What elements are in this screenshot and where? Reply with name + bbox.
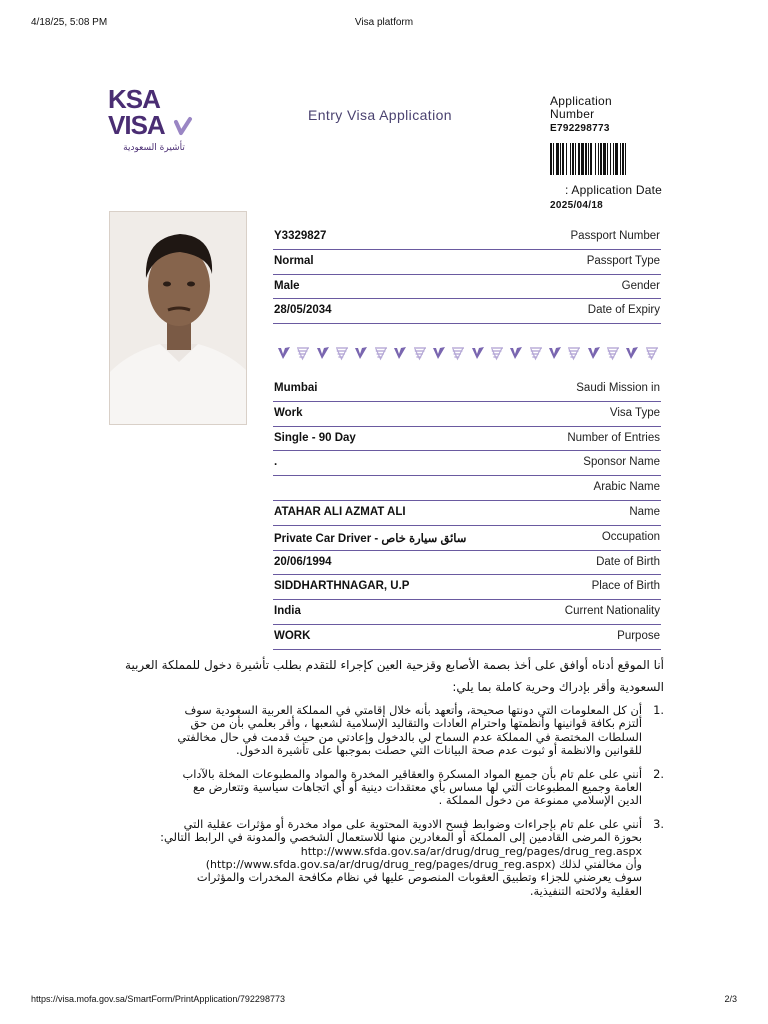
field-row <box>273 451 661 476</box>
check-mark-icon <box>586 345 602 361</box>
field-row <box>273 377 661 402</box>
declaration-item <box>108 703 664 758</box>
check-mark-icon <box>392 345 408 361</box>
check-mark-icon <box>412 345 428 361</box>
declaration-line: الدين الإسلامي ممنوعة من دخول المملكة . <box>438 793 642 808</box>
field-row <box>273 250 661 275</box>
field-label: Gender <box>621 279 660 292</box>
application-date-label: : Application Date <box>565 183 662 197</box>
applicant-photo <box>109 211 247 425</box>
application-number-label: Application Number <box>550 94 613 121</box>
field-value: Male <box>274 279 300 292</box>
declaration-list <box>108 704 664 898</box>
logo-arabic: تأشيرة السعودية <box>123 143 185 153</box>
declaration-line: سوف يعرضني للجزاء وتطبيق العقوبات المنصوص عليها في نظام مكافحة المخدرات والمؤثرات <box>196 870 642 885</box>
field-row <box>273 575 661 600</box>
field-label: Visa Type <box>609 406 660 419</box>
print-url: https://visa.mofa.gov.sa/SmartForm/PrintApplication/792298773 <box>31 994 285 1004</box>
field-row <box>273 501 661 526</box>
application-barcode <box>550 143 662 175</box>
visa-details <box>273 377 661 650</box>
field-label: Passport Type <box>586 254 660 267</box>
check-mark-icon <box>373 345 389 361</box>
logo-line2: VISA <box>108 110 165 140</box>
declaration-line: العامة وجميع المطبوعات التي لها مساس بأي معتقدات دينية أو أي اتجاهات سياسية وتتعارض مع <box>193 780 642 795</box>
field-row <box>273 526 661 551</box>
field-row <box>273 402 661 427</box>
field-value: 28/05/2034 <box>274 304 332 317</box>
declaration-line: أنني على علم تام بإجراءات وضوابط فسح الادوية المحتوية على مواد مخدرة أو مؤثرات عقلية التي <box>183 816 642 831</box>
check-mark-icon <box>276 345 292 361</box>
check-mark-icon <box>489 345 505 361</box>
field-label: Name <box>629 505 660 518</box>
declaration-line: (http://www.sfda.gov.sa/ar/drug/drug_reg/pages/drug_reg.aspx) وأن مخالفتي لذلك <box>205 858 642 872</box>
declaration-line: أنني على علم تام بأن جميع المواد المسكرة والعقاقير المخدرة والمواد والمطبوعات المخلة بالآداب <box>182 766 642 781</box>
check-mark-icon <box>566 345 582 361</box>
check-mark-icon <box>431 345 447 361</box>
declaration-intro: أنا الموقع أدناه أوافق على أخذ بصمة الأصابع وقزحية العين كإجراء للتقدم بطلب تأشيرة دخول للمملكة العربية السعودية وأقر بإدراك وحرية كاملة بما يلي: <box>125 658 664 694</box>
field-row <box>273 625 661 650</box>
declaration-item-number: 1. <box>653 703 664 717</box>
print-page-title: Visa platform <box>354 17 414 28</box>
print-header <box>31 17 737 31</box>
field-row <box>273 600 661 625</box>
declaration-line: أن كل المعلومات التي دونتها صحيحة، وأتعهد بأنه خلال إقامتي في المملكة العربية السعودية سوف <box>184 703 642 717</box>
check-mark-icon <box>295 345 311 361</box>
declaration-line: العقلية ولائحته التنفيذية. <box>529 883 642 898</box>
check-mark-icon <box>547 345 563 361</box>
declaration-line: للقوانين والانظمة أو ثبوت عدم صحة البيانات التي حصلت بموجبها على تأشيرة الدخول. <box>236 743 642 758</box>
field-value: Private Car Driver - سائق سيارة خاص <box>274 532 467 545</box>
field-label: Date of Expiry <box>587 304 660 317</box>
field-row <box>273 551 661 576</box>
declaration-item-number: 2. <box>653 766 664 781</box>
field-label: Place of Birth <box>591 580 660 593</box>
field-row <box>273 476 661 501</box>
field-label: Sponsor Name <box>583 456 660 469</box>
declaration-item-number: 3. <box>653 816 664 831</box>
declaration-line: http://www.sfda.gov.sa/ar/drug/drug_reg/pages/drug_reg.aspx <box>300 844 642 858</box>
print-page-number: 2/3 <box>724 994 737 1004</box>
field-value: WORK <box>274 629 311 642</box>
declaration-item <box>108 816 664 898</box>
check-mark-icon <box>353 345 369 361</box>
field-value: ATAHAR ALI AZMAT ALI <box>274 505 406 518</box>
field-row <box>273 299 661 324</box>
field-value: 20/06/1994 <box>274 555 332 568</box>
declaration-line: بحوزة المرضى القادمين إلى المملكة أو المغادرين منها للاستعمال الشخصي والمدونة في الرابط التالي: <box>160 830 642 845</box>
ksa-visa-logo <box>108 86 200 156</box>
field-value: Work <box>274 406 303 419</box>
declaration-line: ألتزم بكافة قوانينها وأنظمتها واحترام العادات والتقاليد الإسلامية لشعبها ، وأقر بعلمي بأن من حق <box>190 716 642 731</box>
field-value: SIDDHARTHNAGAR, U.P <box>274 580 410 593</box>
field-value: Y3329827 <box>274 230 327 242</box>
check-mark-icon <box>644 345 660 361</box>
field-label: Arabic Name <box>593 481 660 494</box>
check-mark-icon <box>450 345 466 361</box>
field-label: Date of Birth <box>596 555 660 568</box>
passport-details <box>273 225 661 324</box>
field-label: Number of Entries <box>567 431 660 444</box>
check-mark-icon <box>528 345 544 361</box>
declaration-item <box>108 766 664 808</box>
check-mark-icon <box>508 345 524 361</box>
check-mark-icon <box>315 345 331 361</box>
check-mark-icon <box>624 345 640 361</box>
field-label: Occupation <box>601 530 660 543</box>
field-value: Mumbai <box>274 382 318 394</box>
application-date: 2025/04/18 <box>550 200 604 211</box>
field-label: Saudi Mission in <box>576 382 660 394</box>
application-number: E792298773 <box>550 123 610 134</box>
field-row <box>273 427 661 452</box>
field-label: Passport Number <box>570 230 660 242</box>
field-value: Single - 90 Day <box>274 431 356 444</box>
field-label: Purpose <box>617 629 660 642</box>
print-datetime: 4/18/25, 5:08 PM <box>31 17 108 28</box>
print-footer <box>31 994 737 1008</box>
field-value: . <box>274 456 278 469</box>
decorative-divider <box>276 345 660 363</box>
field-row <box>273 275 661 300</box>
field-row <box>273 225 661 250</box>
field-value: Normal <box>274 254 314 267</box>
application-info <box>550 95 662 211</box>
check-mark-icon <box>470 345 486 361</box>
check-mark-icon <box>605 345 621 361</box>
field-value: India <box>274 605 301 618</box>
check-mark-icon <box>334 345 350 361</box>
field-label: Current Nationality <box>564 605 660 618</box>
document-title: Entry Visa Application <box>308 107 452 123</box>
declaration <box>108 654 664 908</box>
declaration-line: السلطات المختصة في المملكة عدم السماح لي بالدخول وإعادتي من حيث قدمت في حال مخالفتي <box>177 729 642 744</box>
logo-line1: KSA <box>108 86 160 114</box>
